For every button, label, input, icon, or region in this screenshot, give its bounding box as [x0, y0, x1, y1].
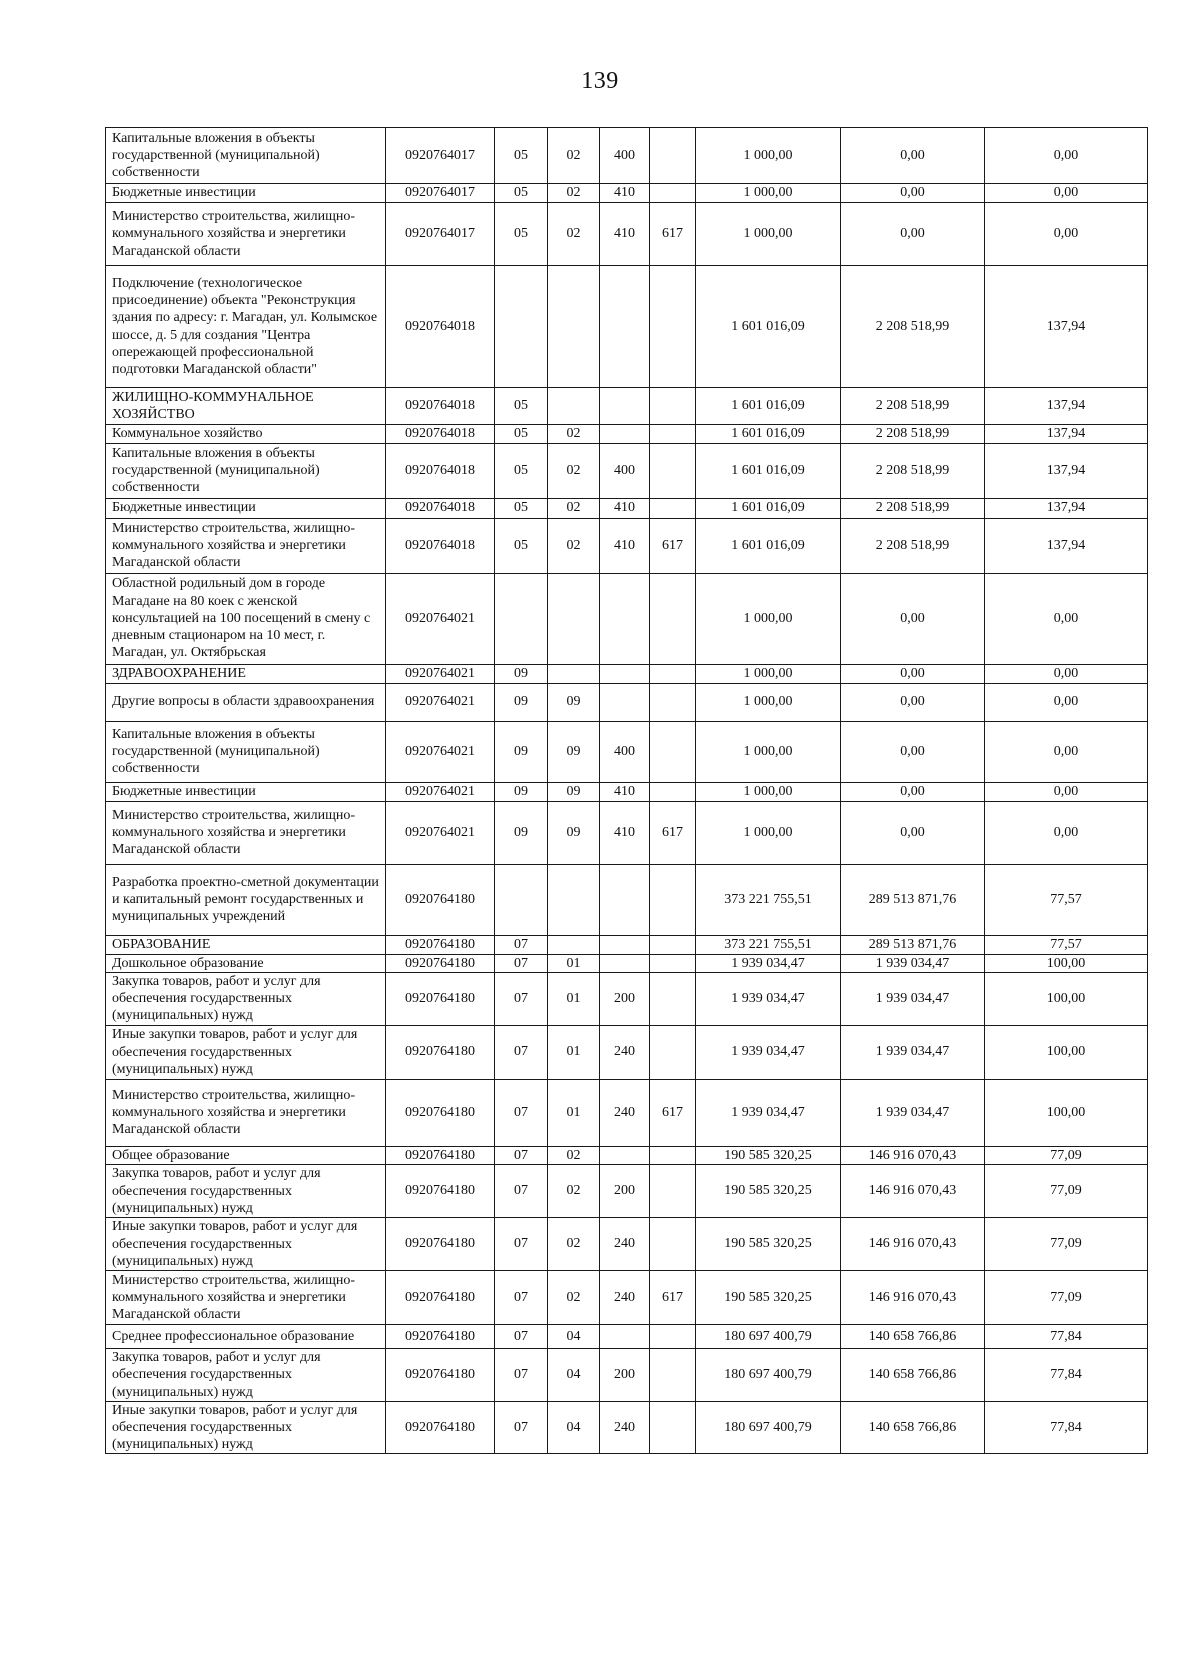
cell-administrator — [650, 1401, 696, 1454]
cell-percent: 77,84 — [985, 1349, 1148, 1402]
cell-planned: 1 000,00 — [696, 664, 841, 683]
cell-administrator — [650, 782, 696, 801]
cell-planned: 1 939 034,47 — [696, 973, 841, 1026]
cell-administrator — [650, 266, 696, 388]
table-row — [106, 518, 1148, 573]
cell-target-code: 0920764180 — [386, 864, 495, 935]
page-number: 139 — [581, 68, 619, 94]
cell-planned: 1 601 016,09 — [696, 518, 841, 573]
cell-section: 07 — [495, 1079, 548, 1146]
cell-administrator: 617 — [650, 203, 696, 266]
cell-administrator: 617 — [650, 1079, 696, 1146]
cell-expense-type: 410 — [600, 498, 650, 518]
cell-administrator — [650, 498, 696, 518]
cell-percent: 0,00 — [985, 203, 1148, 266]
cell-subsection: 04 — [548, 1325, 600, 1349]
cell-section: 05 — [495, 443, 548, 498]
cell-expense-type: 200 — [600, 1165, 650, 1218]
cell-name: Общее образование — [106, 1146, 386, 1165]
table-row — [106, 1271, 1148, 1325]
cell-subsection — [548, 935, 600, 954]
cell-target-code: 0920764021 — [386, 664, 495, 683]
cell-percent: 0,00 — [985, 664, 1148, 683]
table-row — [106, 266, 1148, 388]
cell-subsection: 01 — [548, 954, 600, 973]
table-row — [106, 498, 1148, 518]
cell-name: Капитальные вложения в объекты государственной (муниципальной) собственности — [106, 128, 386, 184]
cell-executed: 0,00 — [841, 573, 985, 664]
cell-name: Закупка товаров, работ и услуг для обеспечения государственных (муниципальных) нужд — [106, 1165, 386, 1218]
cell-expense-type — [600, 864, 650, 935]
cell-section: 09 — [495, 721, 548, 782]
table-row — [106, 864, 1148, 935]
cell-section — [495, 573, 548, 664]
cell-name: Министерство строительства, жилищно-коммунального хозяйства и энергетики Магаданской области — [106, 1271, 386, 1325]
cell-percent: 100,00 — [985, 1079, 1148, 1146]
cell-target-code: 0920764018 — [386, 518, 495, 573]
cell-target-code: 0920764180 — [386, 1325, 495, 1349]
cell-executed: 2 208 518,99 — [841, 266, 985, 388]
cell-administrator — [650, 573, 696, 664]
cell-target-code: 0920764021 — [386, 573, 495, 664]
cell-target-code: 0920764180 — [386, 1146, 495, 1165]
cell-expense-type: 240 — [600, 1025, 650, 1079]
cell-expense-type — [600, 388, 650, 425]
cell-section: 07 — [495, 1349, 548, 1402]
cell-name: Бюджетные инвестиции — [106, 184, 386, 203]
cell-target-code: 0920764017 — [386, 128, 495, 184]
cell-percent: 77,09 — [985, 1146, 1148, 1165]
cell-subsection — [548, 573, 600, 664]
table-row — [106, 954, 1148, 973]
cell-executed: 146 916 070,43 — [841, 1165, 985, 1218]
cell-subsection: 02 — [548, 1271, 600, 1325]
cell-executed: 1 939 034,47 — [841, 954, 985, 973]
cell-name: Иные закупки товаров, работ и услуг для обеспечения государственных (муниципальных) нужд — [106, 1218, 386, 1271]
cell-section: 05 — [495, 203, 548, 266]
cell-executed: 1 939 034,47 — [841, 973, 985, 1026]
cell-administrator — [650, 443, 696, 498]
cell-executed: 146 916 070,43 — [841, 1218, 985, 1271]
cell-name: Разработка проектно-сметной документации и капитальный ремонт государственных и муниципальных учреждений — [106, 864, 386, 935]
cell-percent: 0,00 — [985, 128, 1148, 184]
cell-percent: 77,09 — [985, 1218, 1148, 1271]
cell-name: Капитальные вложения в объекты государственной (муниципальной) собственности — [106, 443, 386, 498]
cell-target-code: 0920764017 — [386, 184, 495, 203]
cell-planned: 1 000,00 — [696, 683, 841, 721]
cell-section: 07 — [495, 1401, 548, 1454]
cell-expense-type: 240 — [600, 1401, 650, 1454]
cell-planned: 190 585 320,25 — [696, 1146, 841, 1165]
cell-name: Министерство строительства, жилищно-коммунального хозяйства и энергетики Магаданской области — [106, 203, 386, 266]
cell-target-code: 0920764180 — [386, 935, 495, 954]
cell-name: ОБРАЗОВАНИЕ — [106, 935, 386, 954]
cell-expense-type — [600, 1325, 650, 1349]
cell-name: ЖИЛИЩНО-КОММУНАЛЬНОЕ ХОЗЯЙСТВО — [106, 388, 386, 425]
table-row — [106, 1218, 1148, 1271]
cell-expense-type — [600, 954, 650, 973]
cell-executed: 1 939 034,47 — [841, 1025, 985, 1079]
cell-name: Бюджетные инвестиции — [106, 782, 386, 801]
table-row — [106, 721, 1148, 782]
table-row — [106, 443, 1148, 498]
table-row — [106, 664, 1148, 683]
table-row — [106, 184, 1148, 203]
cell-planned: 180 697 400,79 — [696, 1349, 841, 1402]
cell-percent: 137,94 — [985, 388, 1148, 425]
cell-subsection: 02 — [548, 518, 600, 573]
cell-percent: 100,00 — [985, 954, 1148, 973]
cell-section: 05 — [495, 388, 548, 425]
cell-administrator: 617 — [650, 801, 696, 864]
cell-planned: 1 601 016,09 — [696, 388, 841, 425]
cell-administrator — [650, 664, 696, 683]
cell-expense-type: 240 — [600, 1218, 650, 1271]
cell-planned: 1 000,00 — [696, 203, 841, 266]
cell-name: ЗДРАВООХРАНЕНИЕ — [106, 664, 386, 683]
cell-section: 07 — [495, 954, 548, 973]
cell-administrator — [650, 388, 696, 425]
cell-subsection: 09 — [548, 782, 600, 801]
cell-executed: 0,00 — [841, 184, 985, 203]
cell-planned: 1 939 034,47 — [696, 1079, 841, 1146]
cell-percent: 77,09 — [985, 1165, 1148, 1218]
cell-expense-type: 410 — [600, 518, 650, 573]
cell-executed: 0,00 — [841, 782, 985, 801]
cell-executed: 140 658 766,86 — [841, 1325, 985, 1349]
cell-executed: 0,00 — [841, 664, 985, 683]
cell-section: 07 — [495, 1165, 548, 1218]
cell-section: 07 — [495, 1146, 548, 1165]
cell-subsection: 02 — [548, 1165, 600, 1218]
cell-percent: 0,00 — [985, 721, 1148, 782]
table-row — [106, 1325, 1148, 1349]
cell-name: Дошкольное образование — [106, 954, 386, 973]
cell-target-code: 0920764021 — [386, 801, 495, 864]
table-row — [106, 801, 1148, 864]
cell-target-code: 0920764180 — [386, 973, 495, 1026]
cell-section — [495, 864, 548, 935]
cell-planned: 1 000,00 — [696, 721, 841, 782]
cell-target-code: 0920764180 — [386, 1025, 495, 1079]
cell-section: 07 — [495, 1218, 548, 1271]
cell-name: Иные закупки товаров, работ и услуг для обеспечения государственных (муниципальных) нужд — [106, 1401, 386, 1454]
cell-planned: 1 000,00 — [696, 782, 841, 801]
cell-planned: 1 000,00 — [696, 573, 841, 664]
cell-expense-type: 200 — [600, 1349, 650, 1402]
cell-administrator — [650, 1349, 696, 1402]
cell-administrator — [650, 973, 696, 1026]
cell-expense-type: 410 — [600, 184, 650, 203]
cell-subsection: 02 — [548, 498, 600, 518]
cell-section: 07 — [495, 935, 548, 954]
cell-planned: 1 601 016,09 — [696, 266, 841, 388]
cell-expense-type: 240 — [600, 1079, 650, 1146]
table-row — [106, 1146, 1148, 1165]
table-row — [106, 128, 1148, 184]
cell-executed: 2 208 518,99 — [841, 498, 985, 518]
cell-expense-type: 400 — [600, 128, 650, 184]
cell-administrator — [650, 425, 696, 444]
cell-percent: 137,94 — [985, 518, 1148, 573]
table-row — [106, 573, 1148, 664]
cell-section: 09 — [495, 782, 548, 801]
cell-planned: 180 697 400,79 — [696, 1401, 841, 1454]
cell-administrator — [650, 683, 696, 721]
cell-target-code: 0920764180 — [386, 954, 495, 973]
cell-executed: 140 658 766,86 — [841, 1349, 985, 1402]
cell-name: Коммунальное хозяйство — [106, 425, 386, 444]
cell-target-code: 0920764180 — [386, 1271, 495, 1325]
cell-subsection: 09 — [548, 801, 600, 864]
cell-expense-type — [600, 573, 650, 664]
table-row — [106, 203, 1148, 266]
cell-executed: 2 208 518,99 — [841, 425, 985, 444]
cell-planned: 1 939 034,47 — [696, 954, 841, 973]
cell-executed: 0,00 — [841, 683, 985, 721]
cell-name: Другие вопросы в области здравоохранения — [106, 683, 386, 721]
cell-executed: 0,00 — [841, 801, 985, 864]
cell-name: Министерство строительства, жилищно-коммунального хозяйства и энергетики Магаданской области — [106, 518, 386, 573]
cell-subsection: 02 — [548, 1218, 600, 1271]
cell-expense-type: 240 — [600, 1271, 650, 1325]
cell-subsection: 02 — [548, 443, 600, 498]
cell-target-code: 0920764018 — [386, 266, 495, 388]
cell-target-code: 0920764180 — [386, 1401, 495, 1454]
cell-planned: 1 000,00 — [696, 184, 841, 203]
cell-administrator — [650, 935, 696, 954]
cell-executed: 1 939 034,47 — [841, 1079, 985, 1146]
table-row — [106, 1079, 1148, 1146]
cell-executed: 0,00 — [841, 128, 985, 184]
cell-name: Закупка товаров, работ и услуг для обеспечения государственных (муниципальных) нужд — [106, 973, 386, 1026]
cell-target-code: 0920764021 — [386, 683, 495, 721]
cell-section: 09 — [495, 683, 548, 721]
budget-table — [105, 127, 1148, 1454]
cell-subsection: 02 — [548, 203, 600, 266]
cell-planned: 1 601 016,09 — [696, 443, 841, 498]
cell-name: Подключение (технологическое присоединение) объекта "Реконструкция здания по адресу: г. Магадан, ул. Колымское шоссе, д. 5 для создания "Центра опережающей профессиональной подготовки Магаданской области" — [106, 266, 386, 388]
cell-subsection: 01 — [548, 1079, 600, 1146]
cell-target-code: 0920764180 — [386, 1165, 495, 1218]
cell-section: 09 — [495, 801, 548, 864]
cell-subsection: 02 — [548, 128, 600, 184]
cell-executed: 146 916 070,43 — [841, 1146, 985, 1165]
table-row — [106, 973, 1148, 1026]
table-row — [106, 782, 1148, 801]
cell-expense-type — [600, 683, 650, 721]
cell-expense-type — [600, 664, 650, 683]
cell-percent: 0,00 — [985, 573, 1148, 664]
table-row — [106, 935, 1148, 954]
cell-planned: 190 585 320,25 — [696, 1271, 841, 1325]
table-row — [106, 683, 1148, 721]
cell-executed: 0,00 — [841, 203, 985, 266]
cell-expense-type: 400 — [600, 443, 650, 498]
cell-planned: 1 000,00 — [696, 801, 841, 864]
cell-section: 05 — [495, 184, 548, 203]
cell-expense-type — [600, 425, 650, 444]
table-body — [106, 128, 1148, 1454]
table-row — [106, 425, 1148, 444]
cell-section: 07 — [495, 1325, 548, 1349]
cell-subsection: 02 — [548, 1146, 600, 1165]
cell-target-code: 0920764018 — [386, 498, 495, 518]
cell-subsection — [548, 388, 600, 425]
cell-administrator — [650, 954, 696, 973]
cell-executed: 2 208 518,99 — [841, 443, 985, 498]
cell-subsection: 09 — [548, 683, 600, 721]
cell-target-code: 0920764018 — [386, 388, 495, 425]
cell-executed: 289 513 871,76 — [841, 935, 985, 954]
cell-expense-type: 410 — [600, 782, 650, 801]
cell-target-code: 0920764018 — [386, 443, 495, 498]
cell-planned: 1 601 016,09 — [696, 425, 841, 444]
cell-administrator — [650, 184, 696, 203]
cell-percent: 137,94 — [985, 266, 1148, 388]
cell-administrator — [650, 1218, 696, 1271]
cell-target-code: 0920764018 — [386, 425, 495, 444]
cell-planned: 373 221 755,51 — [696, 935, 841, 954]
cell-target-code: 0920764021 — [386, 782, 495, 801]
cell-planned: 190 585 320,25 — [696, 1218, 841, 1271]
cell-administrator: 617 — [650, 1271, 696, 1325]
cell-percent: 77,09 — [985, 1271, 1148, 1325]
cell-planned: 1 000,00 — [696, 128, 841, 184]
cell-percent: 137,94 — [985, 443, 1148, 498]
table-row — [106, 1025, 1148, 1079]
cell-section: 07 — [495, 1025, 548, 1079]
cell-name: Министерство строительства, жилищно-коммунального хозяйства и энергетики Магаданской области — [106, 1079, 386, 1146]
cell-subsection — [548, 664, 600, 683]
cell-percent: 77,57 — [985, 935, 1148, 954]
cell-administrator — [650, 1025, 696, 1079]
table-row — [106, 388, 1148, 425]
table-row — [106, 1349, 1148, 1402]
cell-percent: 77,57 — [985, 864, 1148, 935]
table-row — [106, 1401, 1148, 1454]
cell-percent: 77,84 — [985, 1325, 1148, 1349]
cell-executed: 0,00 — [841, 721, 985, 782]
cell-percent: 0,00 — [985, 683, 1148, 721]
cell-section: 05 — [495, 518, 548, 573]
table-row — [106, 1165, 1148, 1218]
cell-subsection — [548, 864, 600, 935]
cell-percent: 0,00 — [985, 184, 1148, 203]
cell-executed: 146 916 070,43 — [841, 1271, 985, 1325]
cell-planned: 373 221 755,51 — [696, 864, 841, 935]
cell-administrator — [650, 864, 696, 935]
cell-section: 07 — [495, 1271, 548, 1325]
cell-executed: 140 658 766,86 — [841, 1401, 985, 1454]
cell-planned: 1 601 016,09 — [696, 498, 841, 518]
cell-name: Среднее профессиональное образование — [106, 1325, 386, 1349]
cell-executed: 2 208 518,99 — [841, 518, 985, 573]
cell-percent: 100,00 — [985, 973, 1148, 1026]
cell-administrator — [650, 128, 696, 184]
cell-section: 05 — [495, 425, 548, 444]
cell-expense-type — [600, 266, 650, 388]
cell-target-code: 0920764180 — [386, 1218, 495, 1271]
cell-administrator: 617 — [650, 518, 696, 573]
cell-percent: 137,94 — [985, 498, 1148, 518]
cell-planned: 190 585 320,25 — [696, 1165, 841, 1218]
cell-subsection: 02 — [548, 425, 600, 444]
cell-expense-type: 410 — [600, 801, 650, 864]
cell-executed: 289 513 871,76 — [841, 864, 985, 935]
cell-name: Областной родильный дом в городе Магадане на 80 коек с женской консультацией на 100 посещений в смену с дневным стационаром на 10 мест, г. Магадан, ул. Октябрьская — [106, 573, 386, 664]
cell-administrator — [650, 1146, 696, 1165]
cell-percent: 77,84 — [985, 1401, 1148, 1454]
cell-expense-type: 400 — [600, 721, 650, 782]
cell-subsection: 04 — [548, 1401, 600, 1454]
cell-name: Министерство строительства, жилищно-коммунального хозяйства и энергетики Магаданской области — [106, 801, 386, 864]
cell-target-code: 0920764017 — [386, 203, 495, 266]
cell-percent: 100,00 — [985, 1025, 1148, 1079]
cell-name: Закупка товаров, работ и услуг для обеспечения государственных (муниципальных) нужд — [106, 1349, 386, 1402]
cell-subsection: 01 — [548, 973, 600, 1026]
cell-target-code: 0920764180 — [386, 1079, 495, 1146]
cell-subsection: 01 — [548, 1025, 600, 1079]
cell-section: 09 — [495, 664, 548, 683]
cell-section: 05 — [495, 498, 548, 518]
cell-name: Капитальные вложения в объекты государственной (муниципальной) собственности — [106, 721, 386, 782]
cell-expense-type: 200 — [600, 973, 650, 1026]
cell-expense-type — [600, 1146, 650, 1165]
cell-section: 07 — [495, 973, 548, 1026]
cell-name: Бюджетные инвестиции — [106, 498, 386, 518]
cell-administrator — [650, 1325, 696, 1349]
cell-target-code: 0920764180 — [386, 1349, 495, 1402]
cell-expense-type — [600, 935, 650, 954]
cell-administrator — [650, 1165, 696, 1218]
cell-subsection: 04 — [548, 1349, 600, 1402]
cell-expense-type: 410 — [600, 203, 650, 266]
cell-planned: 1 939 034,47 — [696, 1025, 841, 1079]
cell-target-code: 0920764021 — [386, 721, 495, 782]
cell-name: Иные закупки товаров, работ и услуг для обеспечения государственных (муниципальных) нужд — [106, 1025, 386, 1079]
cell-subsection — [548, 266, 600, 388]
cell-percent: 0,00 — [985, 801, 1148, 864]
cell-executed: 2 208 518,99 — [841, 388, 985, 425]
cell-subsection: 02 — [548, 184, 600, 203]
cell-administrator — [650, 721, 696, 782]
cell-section: 05 — [495, 128, 548, 184]
cell-percent: 0,00 — [985, 782, 1148, 801]
cell-planned: 180 697 400,79 — [696, 1325, 841, 1349]
cell-percent: 137,94 — [985, 425, 1148, 444]
cell-section — [495, 266, 548, 388]
cell-subsection: 09 — [548, 721, 600, 782]
